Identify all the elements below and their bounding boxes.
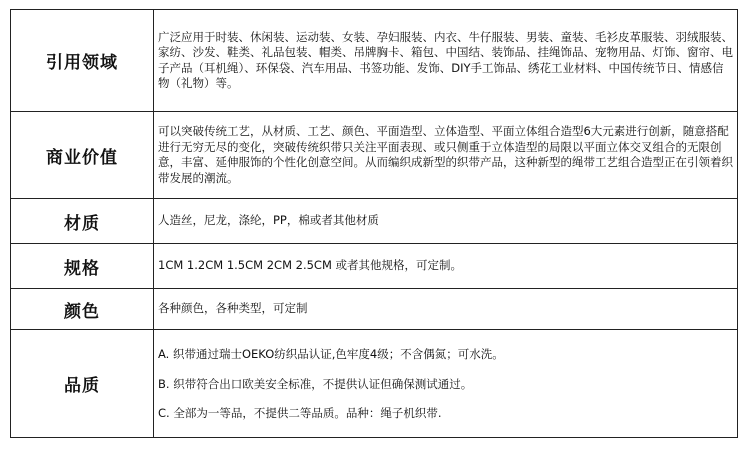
table-row-application bbox=[11, 10, 738, 112]
row-label-application: 引用领域 bbox=[11, 10, 154, 112]
table-row-quality bbox=[11, 330, 738, 438]
row-value-specification bbox=[154, 244, 738, 289]
product-spec-table bbox=[10, 9, 738, 438]
table-row-commercial-value bbox=[11, 112, 738, 199]
row-label-commercial-value: 商业价值 bbox=[11, 112, 154, 199]
table-row-material bbox=[11, 199, 738, 244]
row-value-material bbox=[154, 199, 738, 244]
quality-item-b: B. 织带符合出口欧美安全标准，不提供认证但确保测试通过。 bbox=[158, 376, 473, 391]
row-label-material: 材质 bbox=[11, 199, 154, 244]
row-value-quality bbox=[154, 330, 738, 438]
application-text: 广泛应用于时装、休闲装、运动装、女装、孕妇服装、内衣、牛仔服装、男装、童装、毛衫皮革服装、羽绒服装、家纺、沙发、鞋类、礼品包装、帽类、吊牌胸卡、箱包、中国结、装饰品、挂绳饰品、宠物用品、灯饰、窗帘、电子产品（耳机绳）、环保袋、汽车用品、书签功能、发饰、DIY手工饰品、绣花工业材料、中国传统节日、情感信物（礼物）等。 bbox=[158, 29, 733, 90]
quality-item-c: C. 全部为一等品，不提供二等品质。品种：绳子机织带. bbox=[158, 406, 442, 421]
table-row-color bbox=[11, 289, 738, 330]
row-label-color: 颜色 bbox=[11, 289, 154, 330]
row-label-specification: 规格 bbox=[11, 244, 154, 289]
row-value-application bbox=[154, 10, 738, 112]
material-text: 人造丝，尼龙，涤纶，PP，棉或者其他材质 bbox=[158, 213, 379, 228]
commercial-value-text: 可以突破传统工艺，从材质、工艺、颜色、平面造型、立体造型、平面立体组合造型6大元素进行创新，随意搭配进行无穷无尽的变化，突破传统织带只关注平面表现、或只侧重于立体造型的局限以平面立体交叉组合的无限创意，丰富、延伸服饰的个性化创意空间。从而编织成新型的织带产品，这种新型的绳带工艺组合造型正在引领着织带发展的潮流。 bbox=[158, 124, 733, 185]
row-label-quality: 品质 bbox=[11, 330, 154, 438]
color-text: 各种颜色，各种类型，可定制 bbox=[158, 301, 308, 316]
product-spec-table-container bbox=[10, 9, 738, 441]
quality-item-a: A. 织带通过瑞士OEKO纺织品认证,色牢度4级；不含偶氮；可水洗。 bbox=[158, 347, 504, 362]
row-value-commercial-value bbox=[154, 112, 738, 199]
row-value-color bbox=[154, 289, 738, 330]
table-row-specification bbox=[11, 244, 738, 289]
specification-text: 1CM 1.2CM 1.5CM 2CM 2.5CM 或者其他规格，可定制。 bbox=[158, 258, 463, 273]
